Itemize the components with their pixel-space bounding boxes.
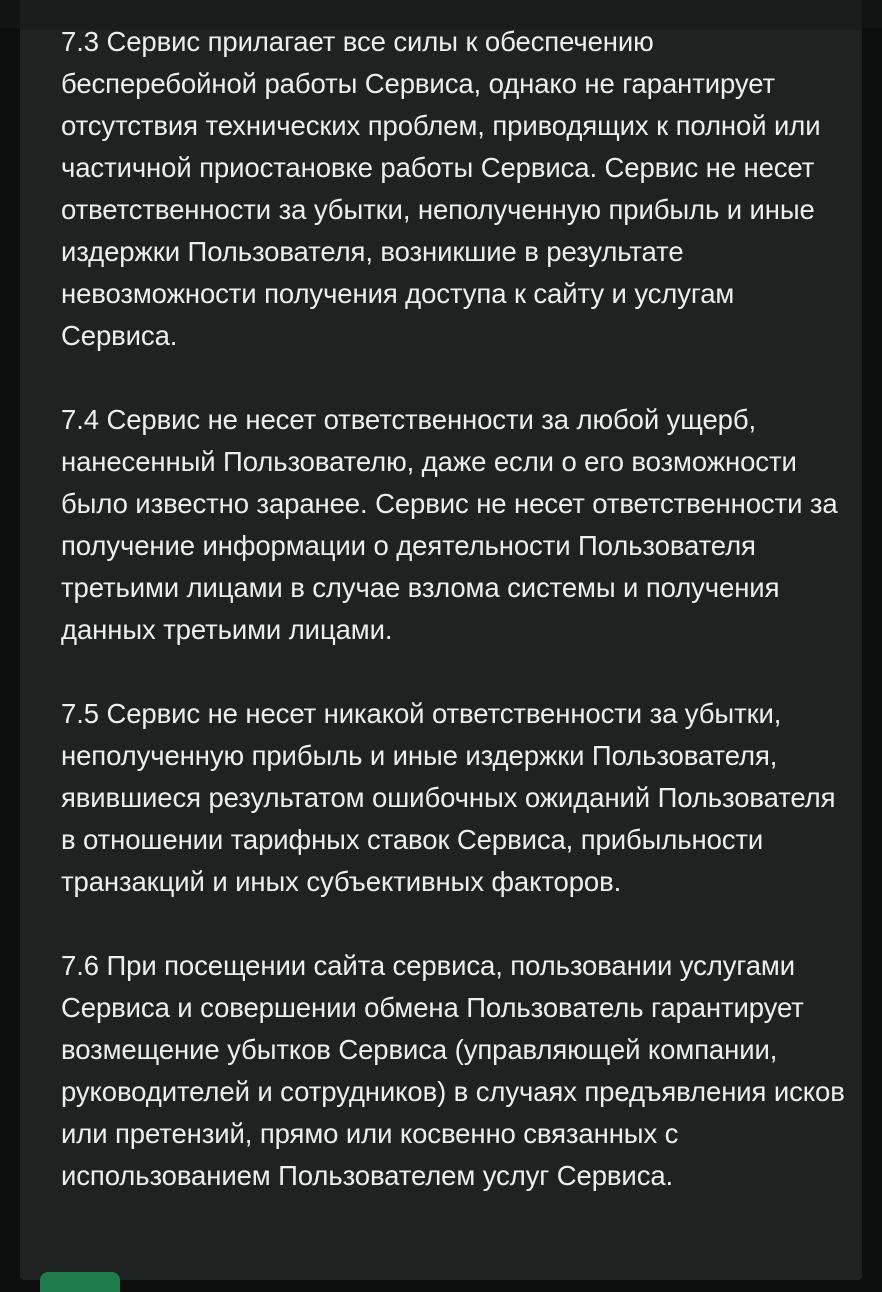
terms-text bbox=[61, 21, 851, 1197]
paragraph-7-4: 7.4 Сервис не несет ответственности за любой ущерб, нанесенный Пользователю, даже если о его возможности было известно заранее. Сервис не несет ответственности за получение информации о деятельности Пользователя третьими лицами в случае взлома системы и получения данных третьими лицами. bbox=[61, 404, 838, 645]
paragraph-7-6: 7.6 При посещении сайта сервиса, пользовании услугами Сервиса и совершении обмена Пользователь гарантирует возмещение убытков Сервиса (управляющей компании, руководителей и сотрудников) в случаях предъявления исков или претензий, прямо или косвенно связанных с использованием Пользователем услуг Сервиса. bbox=[61, 950, 845, 1191]
paragraph-7-5: 7.5 Сервис не несет никакой ответственности за убытки, неполученную прибыль и иные издержки Пользователя, явившиеся результатом ошибочных ожиданий Пользователя в отношении тарифных ставок Сервиса, прибыльности транзакций и иных субъективных факторов. bbox=[61, 698, 836, 897]
accept-button-partial[interactable] bbox=[40, 1272, 120, 1292]
paragraph-7-3: 7.3 Сервис прилагает все силы к обеспечению бесперебойной работы Сервиса, однако не гарантирует отсутствия технических проблем, приводящих к полной или частичной приостановке работы Сервиса. Сервис не несет ответственности за убытки, неполученную прибыль и иные издержки Пользователя, возникшие в результате невозможности получения доступа к сайту и услугам Сервиса. bbox=[61, 26, 821, 351]
